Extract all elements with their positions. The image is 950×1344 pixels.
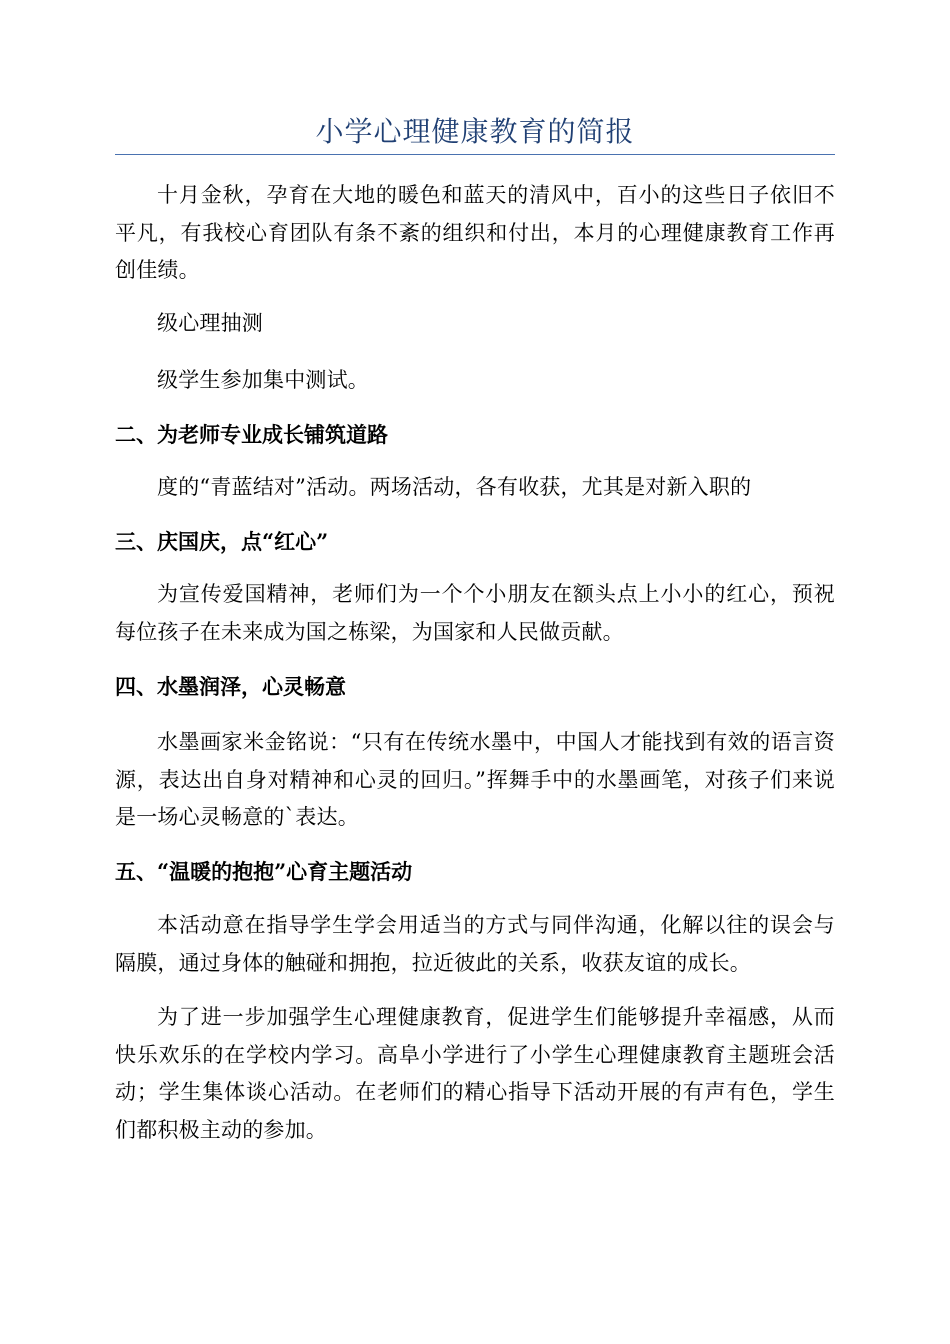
section-heading-4: 四、水墨润泽，心灵畅意: [115, 674, 346, 699]
intro-paragraph: 十月金秋，孕育在大地的暖色和蓝天的清风中，百小的这些日子依旧不平凡，有我校心育团队有条不紊的组织和付出，本月的心理健康教育工作再创佳绩。: [115, 183, 835, 282]
title-underline: [115, 154, 835, 155]
paragraph-mentoring: 度的“青蓝结对”活动。两场活动，各有收获，尤其是对新入职的: [157, 475, 752, 499]
paragraph-hug-activity: 本活动意在指导学生学会用适当的方式与同伴沟通，化解以往的误会与隔膜，通过身体的触碰和拥抱，拉近彼此的关系，收获友谊的成长。: [115, 913, 835, 975]
paragraph-national-day: 为宣传爱国精神，老师们为一个个小朋友在额头点上小小的红心，预祝每位孩子在未来成为国之栋梁，为国家和人民做贡献。: [115, 582, 835, 644]
document-title: 小学心理健康教育的简报: [315, 115, 635, 148]
paragraph-ink-painting: 水墨画家米金铭说：“只有在传统水墨中，中国人才能找到有效的语言资源，表达出自身对精神和心灵的回归。”挥舞手中的水墨画笔，对孩子们来说是一场心灵畅意的`表达。: [115, 730, 835, 829]
paragraph-class-meeting: 为了进一步加强学生心理健康教育，促进学生们能够提升幸福感，从而快乐欢乐的在学校内学习。高阜小学进行了小学生心理健康教育主题班会活动；学生集体谈心活动。在老师们的精心指导下活动开展的有声有色，学生们都积极主动的参加。: [115, 1005, 835, 1142]
section-heading-3: 三、庆国庆，点“红心”: [115, 529, 329, 554]
section-heading-2: 二、为老师专业成长铺筑道路: [115, 422, 388, 447]
paragraph-psych-test: 级心理抽测: [157, 311, 263, 335]
paragraph-group-test: 级学生参加集中测试。: [157, 368, 369, 392]
section-heading-5: 五、“温暖的抱抱”心育主题活动: [115, 859, 413, 884]
